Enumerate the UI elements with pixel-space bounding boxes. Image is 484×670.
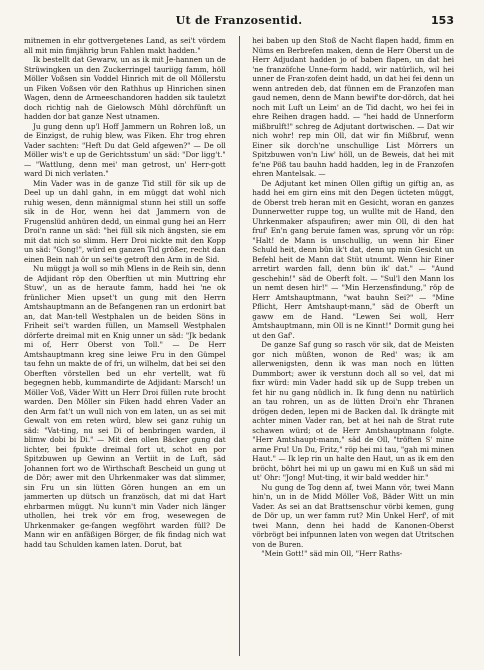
paragraph: De Adjutant ket minen Ollen giftig un giftig an, as hadd hei em girn eins mit den Degen ücteten müggt, de Oberst treb heran mit en Gesicht, woran en ganzes Dunnerwetter ruppe tog, un wullte mit de Hand, den Uhrkenmaker afspaufiren; awer min Oll, di den hat fruf' En'n gang beruie famen was, sprung vör un röp: "Halt! de Mann is unschullig, un wenn hir Einer Schuld heit, denn bün ik't dat, denn up min Gesicht un Befehl heit de Mann dat Stüt utnumt. Wenn hir Einer arretirt warden fall, denn bün ik' dat." — "Aund geschehin!" säd de Oberft folt. — "Sul'l den Mann los un nemt desen hir!" — "Min Herzensfindung," röp de Herr Amtshauptmann, "wat bauhn Sei?" — "Mine Pflicht, Herr Amtshaupt-mann," säd de Oberft un gaww em de Hand. "Lewen Sei woll, Herr Amtshauptmann, min Oll is ne Kinnt!" Dormit gung hei ut den Gaf'. <box>252 178 454 340</box>
paragraph: Nu müggt ja woll so mih Mlens in de Reih sin, denn de Adjidant röp den Oberftien ut min Muttring ehr Stuw', un as de heraute famm, hadd hei 'ne ok frünlicher Mien upset't un gung mit den Herrn Amtshauptmann an de Befangenen ran un erdonirt bat an, dat Man-tell Westphalen un de beiden Söns in Friheit sei't warden füllen, un Mamsell Westphalen dörferte dreimal mit en Knig unner un säd: "Jk bedank mi of, Herr Oberst von Toll." — De Herr Amtshauptmann kreg sine leiwe Fru in den Gümpel tau fehn un makte de of fri, un wilhelm, dat bei sei den Oberften vörstellen bed un ehr vertellt, wat fü begegnen hebb, kummandirte de Adjidant: Marsch! un Möller Voß, Väder Witt un Herr Droi füllen rute brocht warden. Den Möller sin Fiken hadd ehren Vader an den Arm fat't un wull nich von em laten, un as sei mit Gewalt von em reten würd, blew sei ganz ruhig un säd: "Vat-ting, nu sei Di of benbringen warden, il blimw dobi bi Di." — Mit den ollen Bäcker gung dat lichter, bei fpukte dreimal fort ut, schot en por Spitzbuwen up Gewinn an Vertiit in de Luft, säd Johannen fort wo de Wirthschaft Bescheid un gung ut de Dör; awer mit den Uhrkenmaker was dat slimmer, sin Fru un sin lütten Gören hungen an em un jammerten up dütsch un französch, dat mi dat Hart ehrbarmen müggt. Nu kunn't min Vader nich länger uthollen, hei trek vör em frog, wesewegen de Uhrkenmaker ge-fangen wegföhrt warden füll? De Mann wir en anfäßigen Börger, de fik findag nich wat hadd tau Schulden kamen laten. Dorut, bat <box>24 264 226 549</box>
right-column <box>252 36 454 656</box>
page-header <box>24 14 454 30</box>
paragraph: hei baben up den Stoß de Nacht flapen hadd, fimm en Nüms en Berbrefen maken, denn de Herr Oberst un de Herr Adjudant hadden jo of baben flapen, un dat hei 'ne franzöfche Unne-form hadd, wir natürlich, wil hei unner de Fran-zofen deint hadd, un dat hei fei denn un wenn antreden deb, dat fünnen em de Franzofen man gaud nemen, denn de Mann bewif'te dor-dörch, dat hei noch mit Luft un Leim' an de Tid dacht, wo hei fei in ehre Reihen dragen hadd. — "hei hadd de Unnerform mißbrulft!" schreg de Adjutant dortwischen. — Dat wir nich wohr! rep min Oll, dat wir fin Mißbruf, wenn Einer sik dorch'ne unschullige List Mörrers un Spitzbuwen von'n Liw' höll, un de Beweis, dat hei mit fe'ne Pöß tau bauhn hadd hadden, leg in de Franzofen ehren Mantelsak. — <box>252 36 454 178</box>
two-column-body <box>24 36 454 656</box>
running-title: Ut de Franzosentid. <box>175 14 303 27</box>
paragraph: Nu gung de Tog denn af, twei Mann vör, twei Mann hin'n, un in de Midd Möller Voß, Bäder Witt un min Vader. As sei an dat Brattsenschur vörbi kemen, gung de Dör up, un wer famm rut? Min Unkel Herf', of mit twei Mann, denn hei hadd de Kanonen-Oberst vörbrögt bei infpunnen laten von wegen dat Utritschen von de Buren. <box>252 482 454 549</box>
paragraph: Min Vader was in de ganze Tid still för sik up de Deel up un dahl gahn, in em müggt dat wohl nich ruhig wesen, denn männigmal stunn hei still un soffe sik in de Hor, wenn hei dat Jammern von de Frugenslüd anhüren dedd, un einmal gung hei an Herr Droi'n ranne un säd: "hei füll sik nich ängsten, sie em mit dat nich so slimm. Herr Droi nickte mit den Kopp un säd: "Gong!", würd en ganzen Tid größer, recht dan einen Bein nah ör un sei'te getroft den Arm in de Sid. <box>24 178 226 264</box>
paragraph: Ik bestellt dat Gewarw, un as ik mit Je-hannen un de Strüwingken un den Zuckerringel tauriigg famm, höll Möller Voßsen sin Voddel Hinrich mit de oll Möllerstu un Fiken Voßsen vör den Rathhus up Hinrichen sinen Wagen, denn de Armeeschandoren hadden sik tauletzt doch richtig nah de Gielowsch Mühl dörchfünft un hadden dor bat ganze Nest utnamen. <box>24 55 226 121</box>
column-divider <box>239 36 240 656</box>
left-column <box>24 36 226 656</box>
paragraph: Ju gung denn up'l Hoff Jammern un Rohren loß, un de Einzigst, de ruhig blew, was Fiken. Ehr trog ehren Vader sachten: "Heft Du dat Geld afgewen?" — De oll Möller wis't e up de Gerichtsstum' un säd: "Dor ligg't." — "Wattlung, denn mei' man getrost, un' Herr-gott ward Di nich verlaten." <box>24 121 226 178</box>
paragraph: mitnemen in ehr gottvergetenes Land, as sei't vördem all mit min fimjährig brun Fahlen makt hadden." <box>24 36 226 55</box>
paragraph: De ganze Saf gung so rasch vör sik, dat de Meisten gor nich müßten, wonon de Red' was; ik am allerwenigsten, denn ik was man noch en lütten Dummbort; awer ik verstunn doch all so vel, dat mi fixr würd: min Vader hadd sik up de Supp treben un fet hir nu gang nüdlich in. Ik fung denn nu natürlich an tau rohren, un as de lütten Droi'n ehr Thranen drögen deden, lepen mi de Backen dal. Ik drängte mit achter minen Vader ran, bet at hei nah de Strat rute schawen würd; ot de Herr Amtshauptmann folgte. "Herr Amtshaupt-mann," säd de Oll, "tröften S' mine arme Fru! Un Du, Fritz," röp hei mi tau, "gah mi minen Haut." — Ik lep rin un halte den Haut, un as ik em den bröcht, böhrt hei mi up un gawu mi en Kuß un säd mi ut' Ohr: "Jong! Mut-ting, it wir bald wedder hir." <box>252 340 454 482</box>
paragraph: "Mein Gott!" säd min Oll, "Herr Raths- <box>261 549 403 558</box>
page-number: 153 <box>431 14 454 27</box>
